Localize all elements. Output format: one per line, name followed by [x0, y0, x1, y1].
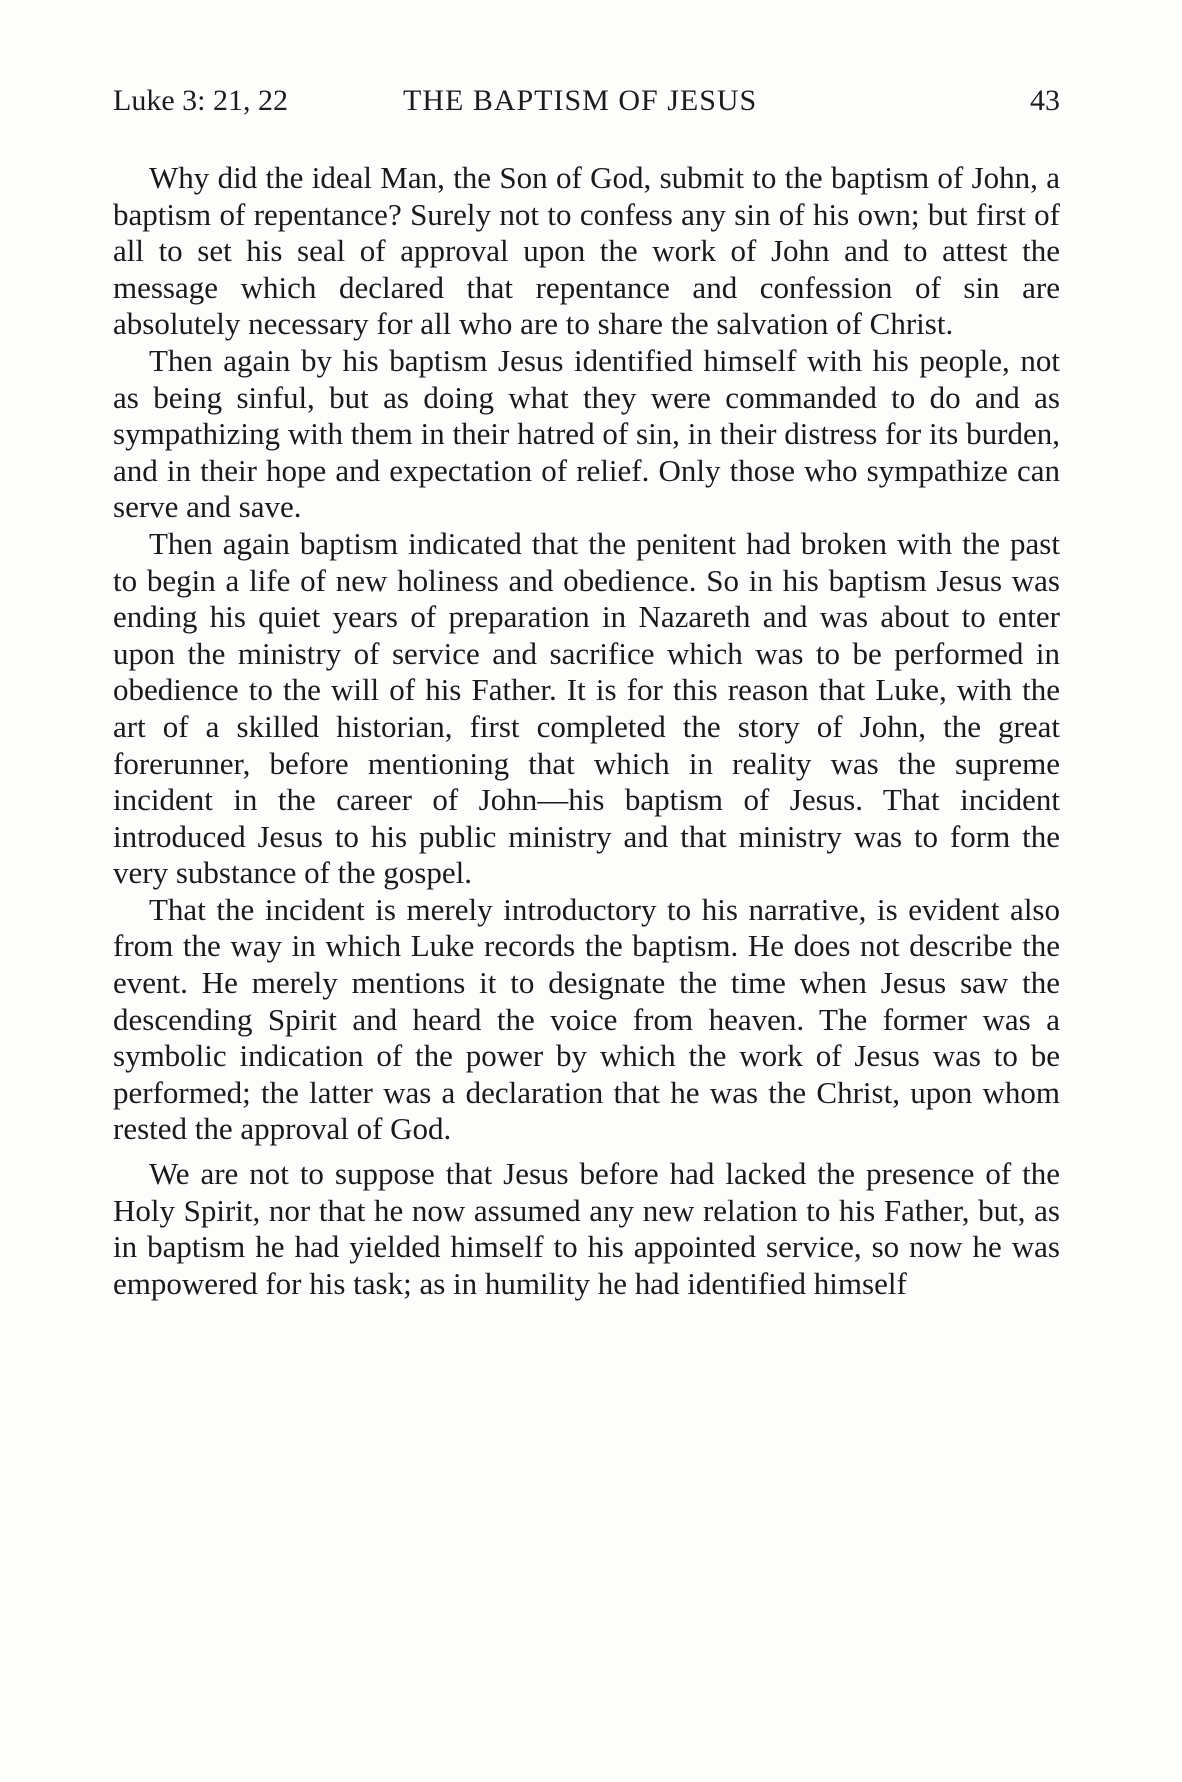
paragraph: We are not to suppose that Jesus before had lacked the presence of the Holy Spirit, nor that he now assumed any new relation to his Father, but, as in baptism he had yielded himself to his appointed service, so now he was empowered for his task; as in humility he had identified himself — [113, 1156, 1060, 1301]
page-number: 43 — [1030, 84, 1060, 117]
paragraph: That the incident is merely introductory to his narrative, is evident also from the way in which Luke records the baptism. He does not describe the event. He merely mentions it to designate the time when Jesus saw the descending Spirit and heard the voice from heaven. The former was a symbolic indication of the power by which the work of Jesus was to be performed; the latter was a declaration that he was the Christ, upon whom rested the approval of God. — [113, 891, 1060, 1147]
paragraph: Then again by his baptism Jesus identified himself with his people, not as being sinful, but as doing what they were commanded to do and as sympathizing with them in their hatred of sin, in their distress for its burden, and in their hope and expectation of relief. Only those who sympathize can serve and save. — [113, 342, 1060, 525]
paragraph: Why did the ideal Man, the Son of God, submit to the baptism of John, a baptism of repentance? Surely not to confess any sin of his own; but first of all to set his seal of approval upon the work of John and to attest the message which declared that repentance and confession of sin are absolutely necessary for all who are to share the salvation of Christ. — [113, 160, 1060, 342]
running-head — [113, 84, 1060, 124]
scripture-reference: Luke 3: 21, 22 — [113, 84, 288, 117]
body-text — [113, 160, 1060, 1302]
chapter-title: THE BAPTISM OF JESUS — [403, 84, 758, 117]
paragraph: Then again baptism indicated that the penitent had broken with the past to begin a life of new holiness and obedience. So in his baptism Jesus was ending his quiet years of preparation in Nazareth and was about to enter upon the ministry of service and sacrifice which was to be performed in obedience to the will of his Father. It is for this reason that Luke, with the art of a skilled historian, first completed the story of John, the great forerunner, before mentioning that which in reality was the supreme incident in the career of John—his baptism of Jesus. That incident introduced Jesus to his public ministry and that ministry was to form the very substance of the gospel. — [113, 525, 1060, 891]
